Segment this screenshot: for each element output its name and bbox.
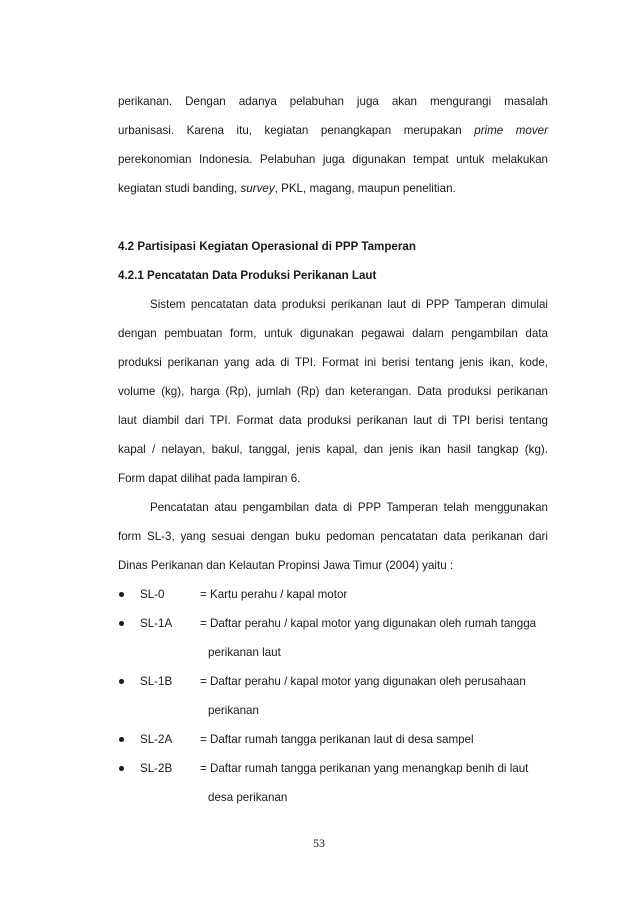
list-item: [118, 754, 548, 783]
form-description: = Daftar perahu / kapal motor yang digunakan oleh rumah tangga: [200, 617, 537, 630]
paragraph-line: Dinas Perikanan dan Kelautan Propinsi Jawa Timur (2004) yaitu :: [118, 559, 454, 572]
paragraph-line: perikanan. Dengan adanya pelabuhan juga akan mengurangi masalah: [118, 95, 548, 108]
paragraph-line: volume (kg), harga (Rp), jumlah (Rp) dan keterangan. Data produksi perikanan: [118, 385, 548, 398]
form-code: SL-0: [140, 588, 165, 601]
paragraph-line: laut diambil dari TPI. Format data produksi perikanan laut di TPI berisi tentang: [118, 414, 548, 427]
section-heading: 4.2 Partisipasi Kegiatan Operasional di PPP Tamperan: [118, 240, 416, 253]
form-description-continued: perikanan: [208, 704, 259, 717]
list-item: [118, 725, 548, 754]
paragraph-line: Form dapat dilihat pada lampiran 6.: [118, 472, 301, 485]
paragraph-line: kegiatan studi banding, survey, PKL, magang, maupun penelitian.: [118, 182, 456, 195]
form-description-continued: perikanan laut: [208, 646, 281, 659]
paragraph-line: Pencatatan atau pengambilan data di PPP Tamperan telah menggunakan: [150, 501, 548, 514]
paragraph-line: form SL-3, yang sesuai dengan buku pedoman pencatatan data perikanan dari: [118, 530, 548, 543]
page-content: [118, 87, 548, 812]
paragraph-line: perekonomian Indonesia. Pelabuhan juga digunakan tempat untuk melakukan: [118, 153, 548, 166]
spacer: [118, 203, 548, 232]
paragraph-line: urbanisasi. Karena itu, kegiatan penangkapan merupakan prime mover: [118, 124, 548, 137]
list-item: [118, 667, 548, 696]
form-code: SL-2B: [140, 762, 173, 775]
page-number: 53: [313, 836, 325, 850]
paragraph-line: Sistem pencatatan data produksi perikanan laut di PPP Tamperan dimulai: [150, 298, 548, 311]
emphasis-text: prime mover: [474, 124, 548, 137]
list-item: [118, 580, 548, 609]
form-description: = Daftar rumah tangga perikanan yang menangkap benih di laut: [200, 762, 529, 775]
form-code: SL-1B: [140, 675, 173, 688]
form-description: = Kartu perahu / kapal motor: [200, 588, 348, 601]
form-description: = Daftar rumah tangga perikanan laut di desa sampel: [200, 733, 474, 746]
paragraph-line: produksi perikanan yang ada di TPI. Format ini berisi tentang jenis ikan, kode,: [118, 356, 548, 369]
form-description: = Daftar perahu / kapal motor yang digunakan oleh perusahaan: [200, 675, 526, 688]
subsection-heading: 4.2.1 Pencatatan Data Produksi Perikanan Laut: [118, 269, 377, 282]
paragraph-line: kapal / nelayan, bakul, tanggal, jenis kapal, dan jenis ikan hasil tangkap (kg).: [118, 443, 548, 456]
paragraph-line: dengan pembuatan form, untuk digunakan pegawai dalam pengambilan data: [118, 327, 548, 340]
form-description-continued: desa perikanan: [208, 791, 288, 804]
emphasis-text: survey: [240, 182, 275, 195]
list-item: [118, 609, 548, 638]
form-code: SL-1A: [140, 617, 173, 630]
form-code: SL-2A: [140, 733, 173, 746]
